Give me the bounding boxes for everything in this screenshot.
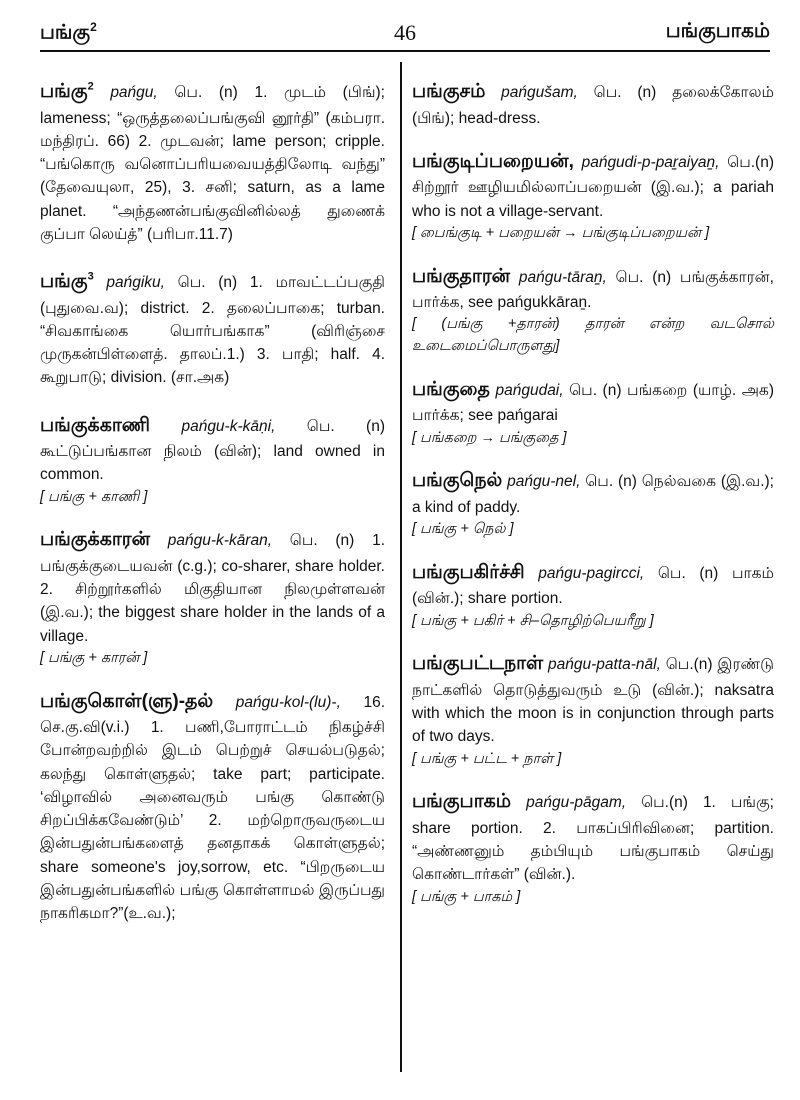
definition: பெ. (n) 1. பங்குக்குடையவன் (c.g.); co-sharer, share holder. 2. சிற்றூர்களில் மிகுதியான நிலமுள்ளவன் (இ.வ.); the biggest share holder in the lands of a village. (40, 532, 385, 645)
headword: பங்குசம் (412, 81, 486, 102)
definition: பெ. (n) பங்குக்காரன், பார்க்க, see pańgukkāraṉ. (412, 268, 774, 311)
etymology: [ பங்கு + காரன் ] (40, 649, 148, 666)
header-left-word: பங்கு$^2$ (40, 20, 97, 44)
entry-pangupattanal (412, 650, 774, 770)
transliteration: pańgudi-p-paṟaiyaṉ, (581, 153, 720, 171)
transliteration: pańgudai, (495, 381, 564, 399)
header-rule (40, 50, 770, 52)
right-column (412, 78, 774, 926)
entry-pangunel (412, 467, 774, 541)
transliteration: pańgu-k-kāṇi, (181, 417, 276, 435)
entry-pangu-3 (40, 268, 385, 390)
headword: பங்குபாகம் (412, 791, 512, 813)
transliteration: pańgu-k-kāran, (167, 532, 273, 550)
transliteration: pańgu-pāgam, (526, 794, 627, 812)
transliteration: pańgu-nel, (507, 473, 581, 491)
headword: பங்குபட்டநாள் (412, 653, 544, 675)
definition: பெ. (n) நெல்வகை (இ.வ.); a kind of paddy. (412, 473, 774, 516)
etymology: [ பங்கு + பட்ட + நாள் ] (412, 750, 562, 767)
page-header (40, 14, 770, 52)
etymology: [ பங்கு + நெல் ] (412, 521, 514, 537)
column-divider (400, 62, 402, 1072)
transliteration: pańgu-tāraṉ, (518, 268, 607, 286)
transliteration: pańgušam, (501, 84, 578, 101)
transliteration: pańgu, (110, 84, 158, 101)
transliteration: pańgu-pagircci, (538, 564, 645, 582)
headword: பங்குபகிர்ச்சி (412, 561, 525, 583)
headword: பங்குதை (412, 378, 490, 400)
definition: பெ. (n) பாகம் (வின்.); share portion. (412, 564, 774, 608)
definition: பெ.(n) இரண்டு நாட்களில் தொடுத்துவரும் உடு (வின்.); naksatra with which the moon is in conjunction through parts of two days. (412, 656, 775, 746)
headword: பங்குடிப்பறையன், (412, 150, 574, 172)
definition: 16. செ.கு.வி(v.i.) 1. பணி,போராட்டம் நிகழ்ச்சி போன்றவற்றில் இடம் பெற்றுச் செயல்படுதல்; கலந்து கொள்ளுதல்; take part; participate. ‘விழாவில் அனைவரும் பங்கு கொண்டு சிறப்பிக்கவேண்டும்’ 2. மற்றொருவருடைய இன்பதுன்பங்களைத் தனதாகக் கொள்ளுதல்; share someone's joy,sorrow, etc. “பிறருடைய இன்பதுன்பங்களில் பங்கு கொள்ளாமல் இருப்பது நாகரிகமா?”(உ.வ.); (40, 693, 386, 922)
etymology: [ பங்கு + காணி ] (40, 488, 148, 505)
definition: பெ. (n) பங்கறை (யாழ். அக) பார்க்க; see pańgarai (412, 381, 774, 425)
definition: பெ. (n) 1. முடம் (பிங்); lameness; “ஒருத்தலைப்பங்குவி னூர்தி” (கம்பரா. மந்திரப். 66) 2. முடவன்; lame person; cripple. “பங்கொரு வனொப்பரியவையத்திலோடி வந்து” (தேவையுலா, 25), 3. சனி; saturn, as a lame planet. “அந்தணன்பங்குவினில்லத் துணைக் குப்பா லெய்த்” (பரிபா.11.7) (40, 84, 385, 243)
headword: பங்குதாரன் (412, 265, 511, 287)
entry-pangukollu (40, 688, 385, 926)
entry-pangudai (412, 376, 774, 450)
left-column (40, 78, 385, 943)
headword: பங்குகொள்(ளு)-தல் (40, 690, 214, 712)
entry-pangutaran (412, 263, 774, 358)
entry-pangudipparaiyan (412, 148, 774, 245)
headword: பங்கு$^2$ (40, 80, 94, 102)
transliteration: pańgu-patta-nāl, (548, 656, 661, 674)
etymology: [ பைங்குடி + பறையன் → பங்குடிப்பறையன் ] (412, 224, 710, 241)
definition: பெ. (n) 1. மாவட்டப்பகுதி (புதுவை.வ); district. 2. தலைப்பாகை; turban. “சிவகாங்கை யொர்பங்காக” (விரிஞ்சை முருகன்பிள்ளைத். தாலப்.1.) 3. பாதி; half. 4. கூறுபாடு; division. (சா.அக) (40, 274, 386, 387)
page-number: 46 (394, 20, 416, 45)
definition: பெ. (n) தலைக்கோலம் (பிங்); head-dress. (412, 84, 774, 127)
headword: பங்குநெல் (412, 470, 503, 492)
etymology: [ பங்கறை → பங்குதை ] (412, 429, 567, 446)
transliteration: pańgu-kol-(lu)-, (235, 693, 341, 711)
entry-pangu-2 (40, 78, 385, 246)
entry-pangusam (412, 78, 774, 130)
entry-pangupagam (412, 788, 774, 908)
etymology: [ (பங்கு +தாரன்) தாரன் என்ற வடசொல் உடைமைப்பொருளது] (412, 316, 774, 354)
etymology: [ பங்கு + பகிர் + சி–தொழிற்பெயரீறு ] (412, 612, 654, 629)
definition: பெ. (n) கூட்டுப்பங்கான நிலம் (வின்); land owned in common. (40, 417, 385, 484)
entry-pangupagircci (412, 559, 774, 633)
etymology: [ பங்கு + பாகம் ] (412, 888, 521, 905)
headword: பங்குக்காணி (40, 414, 151, 436)
entry-pangukkaran (40, 526, 385, 669)
definition: பெ.(n) சிற்றூர் ஊழியமில்லாப்பறையன் (இ.வ.); a pariah who is not a village-servant. (412, 153, 775, 220)
definition: பெ.(n) 1. பங்கு; share portion. 2. பாகப்பிரிவினை; partition. “அண்ணனும் தம்பியும் பங்குபாகம் செய்து கொண்டார்கள்” (வின்.). (412, 794, 774, 884)
transliteration: pańgiku, (106, 274, 165, 291)
header-right-word: பங்குபாகம் (665, 20, 770, 42)
entry-pangukkani (40, 412, 385, 509)
headword: பங்கு$^3$ (40, 270, 94, 292)
headword: பங்குக்காரன் (40, 529, 151, 551)
